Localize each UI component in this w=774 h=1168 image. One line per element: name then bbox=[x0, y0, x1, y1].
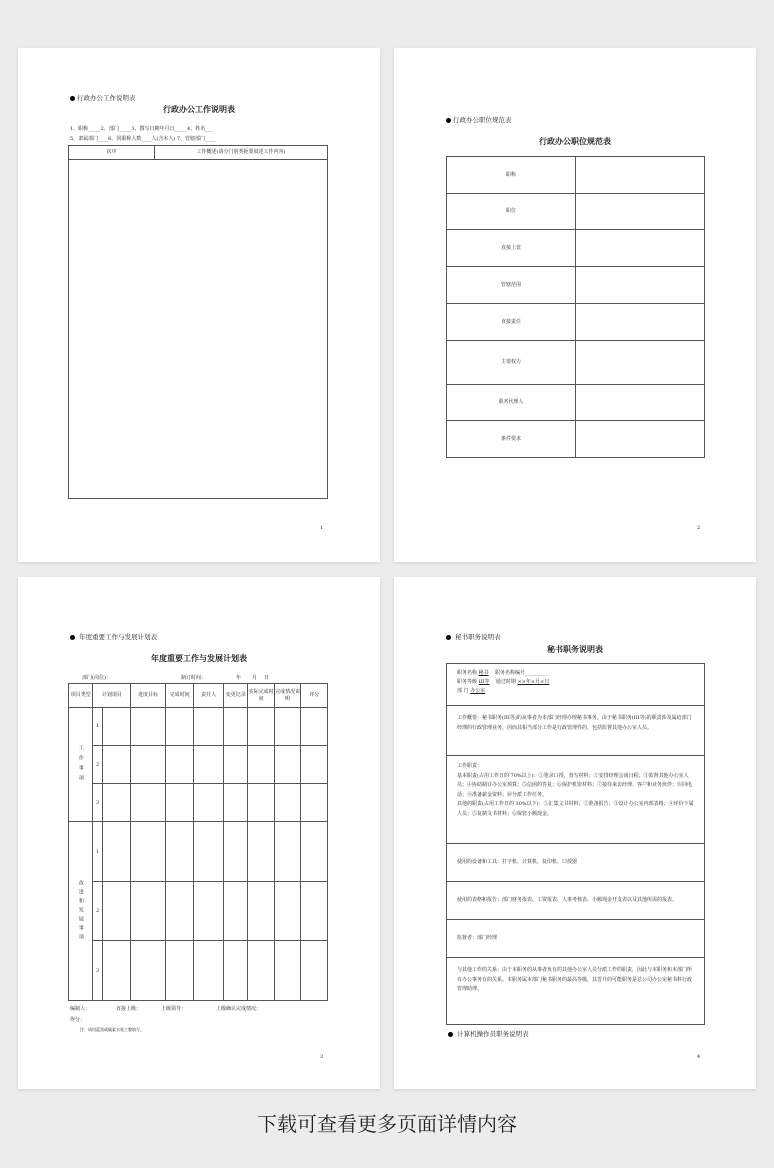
row-label: 条件要求 bbox=[447, 421, 576, 458]
document-page-3 bbox=[18, 577, 380, 1089]
group-label: 改进和发展事项 bbox=[69, 822, 93, 1001]
supervisor-cell: 监督者：部门经理 bbox=[447, 920, 705, 958]
form-line-1: 1、职称_____2、部门_____3、撰写日期年月日_____4、姓名___ bbox=[70, 126, 213, 132]
job-date-value: ××年×月×日 bbox=[517, 679, 550, 685]
date-label: 制订时间： bbox=[181, 675, 207, 681]
row-value bbox=[576, 421, 705, 458]
bullet-icon bbox=[446, 635, 451, 640]
row-number: 1 bbox=[93, 822, 102, 882]
overview-cell: 工作概要：秘书职务(III等)的从事者为本部门经理办理秘书事务。由于秘书职务(III等)的职责涉及属给部门经理的行政管理业务，因而其相当部分工作是行政管理性的，包括监督其他办公室人员。 bbox=[447, 706, 705, 756]
column-header: 完成情况说明 bbox=[274, 684, 301, 708]
page-title: 行政办公职位规范表 bbox=[539, 137, 611, 146]
row-value bbox=[576, 157, 705, 194]
job-dept-value: 办公室 bbox=[470, 688, 486, 694]
column-header: 进度目标 bbox=[131, 684, 166, 708]
page-number: 1 bbox=[320, 525, 324, 531]
page-number: 2 bbox=[697, 525, 701, 531]
row-number: 3 bbox=[93, 941, 102, 1001]
column-header: 计划项目 bbox=[93, 684, 131, 708]
column-header: 责任人 bbox=[194, 684, 224, 708]
sign-compiler: 编制人： bbox=[70, 1006, 91, 1012]
document-page-2 bbox=[394, 48, 756, 562]
sign-confirm: 上级确认完成情况： bbox=[216, 1006, 262, 1012]
row-label: 职称 bbox=[447, 157, 576, 194]
page-number: 4 bbox=[697, 1054, 701, 1060]
page-number: 3 bbox=[320, 1054, 324, 1060]
row-value bbox=[576, 384, 705, 421]
score-label: 得分： bbox=[70, 1017, 86, 1023]
year-label: 年 bbox=[236, 675, 242, 681]
group-label: 工作事项 bbox=[69, 708, 93, 822]
column-header: 完成时间 bbox=[165, 684, 194, 708]
fill-note: 注：请用蓝黑或碳素水笔工整填写。 bbox=[80, 1027, 144, 1032]
annual-plan-table bbox=[68, 683, 328, 1001]
column-header: 次序 bbox=[69, 146, 155, 160]
section-heading: 秘书职务说明表 bbox=[446, 632, 501, 641]
column-header: 项目类型 bbox=[69, 684, 93, 708]
row-label: 主要权力 bbox=[447, 340, 576, 384]
row-value bbox=[576, 267, 705, 304]
row-number: 2 bbox=[93, 746, 102, 784]
job-name-value: 秘书 bbox=[478, 670, 489, 676]
row-value bbox=[576, 230, 705, 267]
table-body bbox=[69, 160, 328, 499]
sign-leader: 上级领导： bbox=[161, 1006, 187, 1012]
row-label: 职务代理人 bbox=[447, 384, 576, 421]
month-label: 月 bbox=[252, 675, 258, 681]
column-header: 工作概述(请分门别类扼要叙述工作内容) bbox=[155, 146, 328, 160]
page-title: 秘书职务说明表 bbox=[547, 645, 603, 654]
duties-cell: 工作职责： 基本职责(占用工作日的 70%以上)：①笔录口授、誊写材料；②安排经理会谈日程；③监督其他办公室人员；④协助制订办公室预算；⑤信函的答复；⑥保护机密材料；⑦接待来访经理、客户和业务伙伴；⑧回电话；⑨准备薪金资料；⑩分派工作任务。 其他的职责(占用工作日的 30%以下)：①汇集文书材料；②准备报告；③设计办公室内部表格；④评价下属人员；⑤复制文书材料；⑥保管小额现金。 bbox=[447, 756, 705, 844]
relations-cell: 与其他工作的关系：由于本职务的从事者负有的其他办公室人员分派工作的职责，因此与本职务和本部门所有办公事务有的关系。本职务属本部门秘书职务的最高等级，其晋升的可能职务是总公司办公室秘书科行政管理助理。 bbox=[447, 958, 705, 1025]
row-label: 直接上管 bbox=[447, 230, 576, 267]
dept-label: 部门(岗位)： bbox=[82, 675, 111, 681]
page-title: 行政办公工作说明表 bbox=[163, 105, 235, 114]
row-label: 管辖范围 bbox=[447, 267, 576, 304]
section-heading: 年度重要工作与发展计划表 bbox=[70, 632, 157, 641]
forms-cell: 使用的表格和报告：部门财务报表、工资报表、人事考核表、小额现金开支表以及其他所需的报表。 bbox=[447, 882, 705, 920]
work-description-table bbox=[68, 145, 328, 499]
row-number: 3 bbox=[93, 784, 102, 822]
document-page-1 bbox=[18, 48, 380, 562]
row-value bbox=[576, 193, 705, 230]
page-title: 年度重要工作与发展计划表 bbox=[151, 654, 247, 663]
row-value bbox=[576, 303, 705, 340]
bullet-icon bbox=[70, 635, 75, 640]
document-page-4 bbox=[394, 577, 756, 1089]
sign-superior: 直接上级： bbox=[116, 1006, 142, 1012]
bullet-icon bbox=[70, 96, 75, 101]
row-number: 1 bbox=[93, 708, 102, 746]
section-heading: 行政办公工作说明表 bbox=[70, 93, 136, 102]
row-value bbox=[576, 340, 705, 384]
column-header: 实际完成时间 bbox=[248, 684, 275, 708]
job-info-cell: 职务名称 秘书 职务名称编号_________ 职务等级 III等 通过时期 ××年×月×日 部 门 办公室 bbox=[447, 664, 705, 706]
download-caption: 下载可查看更多页面详情内容 bbox=[257, 1112, 517, 1136]
bullet-icon bbox=[448, 1032, 453, 1037]
secretary-duties-table bbox=[446, 663, 705, 1025]
row-label: 直接责任 bbox=[447, 303, 576, 340]
section-heading: 行政办公职位规范表 bbox=[446, 115, 512, 124]
day-label: 日 bbox=[264, 675, 270, 681]
next-section-heading: 计算机操作员职务说明表 bbox=[448, 1029, 529, 1038]
form-line-2: 5、隶属部门____6、同职称人数____人(含本人) 7、管辖部门____ bbox=[70, 136, 216, 142]
job-level-value: III等 bbox=[478, 679, 490, 685]
row-number: 2 bbox=[93, 881, 102, 941]
row-label: 职位 bbox=[447, 193, 576, 230]
bullet-icon bbox=[446, 118, 451, 123]
equipment-cell: 使用的设备和工具：打字机、计算机、复印机、口授器 bbox=[447, 844, 705, 882]
column-header: 变更记录 bbox=[223, 684, 247, 708]
position-spec-table bbox=[446, 156, 705, 458]
column-header: 评分 bbox=[301, 684, 328, 708]
